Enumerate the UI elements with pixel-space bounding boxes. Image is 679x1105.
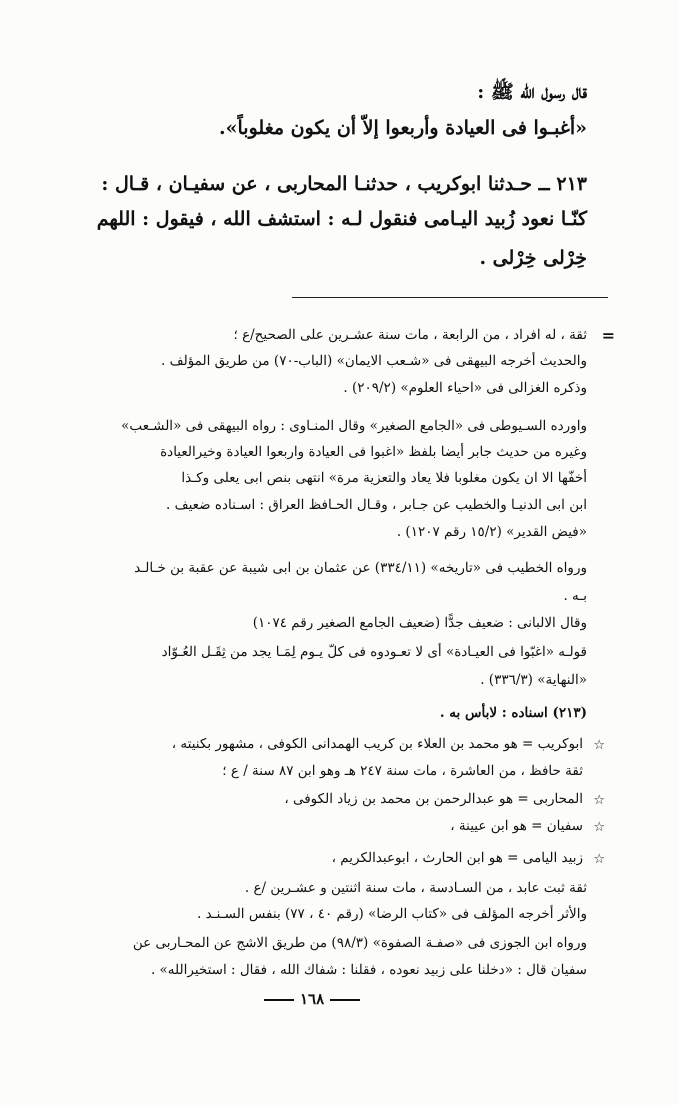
footnote-line: ثقة ثبت عابد ، من السـادسة ، مات سنة اثنتين و عشـرين /ع . xyxy=(244,880,587,896)
star-marker: ☆ xyxy=(593,820,605,835)
star-marker: ☆ xyxy=(593,852,605,867)
footnote-line: ثقة حافظ ، من العاشرة ، مات سنة ٢٤٧ هـ وهو ابن ٨٧ سنة / ع ؛ xyxy=(222,763,583,779)
folio-dash-left xyxy=(264,999,294,1001)
footnote-line: ابن ابى الدنيـا والخطيب عن جـابر ، وقـال الحـافظ العراق : اسـناده ضعيف . xyxy=(166,497,587,513)
star-marker: ☆ xyxy=(593,793,605,808)
hadith-quote: «أغبـوا فى العيادة وأربعوا إلاّ أن يكون مغلوباً». xyxy=(219,117,587,139)
footnote-line: قولـه «اغبّوا فى العيـادة» أى لا تعـودوه فى كلّ يـوم لِمَـا يجد من ثِقَـل العُـوّاد xyxy=(161,644,587,660)
hadith-213-line2: كنّـا نعود زُبيد اليـامى فنقول لـه : استشف الله ، فيقول : اللهم xyxy=(96,208,587,230)
star-marker: ☆ xyxy=(593,738,605,753)
footnote-line: ورواه الخطيب فى «تاريخه» (٣٣٤/١١) عن عثمان بن ابى شيبة عن عقبة بن خـالـد xyxy=(134,560,587,576)
continuation-marker: = xyxy=(601,326,615,345)
narrator-entry: زبيد اليامى = هو ابن الحارث ، ابوعبدالكريم ، xyxy=(331,850,583,866)
footnote-separator xyxy=(292,297,608,298)
footnote-line: ورواه ابن الجوزى فى «صفـة الصفوة» (٩٨/٣) من طريق الاشج عن المحـاربى عن xyxy=(132,935,587,951)
footnote-line: وذكره الغزالى فى «احياء العلوم» (٢٠٩/٢) . xyxy=(343,380,587,396)
folio-dash-right xyxy=(330,999,360,1001)
footnote-line: وقال الالبانى : ضعيف جدًّا (ضعيف الجامع الصغير رقم ١٠٧٤) xyxy=(252,615,587,631)
footnote-line: بـه . xyxy=(563,588,587,604)
narrator-entry: ابوكريب = هو محمد بن العلاء بن كريب الهمدانى الكوفى ، مشهور بكنيته ، xyxy=(171,736,583,752)
footnote-line: والحديث أخرجه البيهقى فى «شـعب الايمان» (الباب-٧٠) من طريق المؤلف . xyxy=(161,353,587,369)
footnote-213-heading: (٢١٣) اسناده : لابأس به . xyxy=(439,705,587,721)
footnote-line: ثقة ، له افراد ، من الرابعة ، مات سنة عشـرين على الصحيح/ع ؛ xyxy=(233,327,587,343)
page-number-text: ١٦٨ xyxy=(300,990,325,1008)
narrator-entry: سفيان = هو ابن عيينة ، xyxy=(450,818,583,834)
narrator-entry: المحاربى = هو عبدالرحمن بن محمد بن زياد الكوفى ، xyxy=(284,791,583,807)
page-number xyxy=(258,990,366,1008)
hadith-213-line3: خِرْلى خِرْلى . xyxy=(479,247,587,269)
footnote-line: «النهاية» (٣٣٦/٣) . xyxy=(480,672,587,688)
hadith-intro: قال رسول الله ﷺ : xyxy=(477,81,587,103)
footnote-line: واورده السـيوطى فى «الجامع الصغير» وقال المنـاوى : رواه البيهقى فى «الشـعب» xyxy=(121,418,587,434)
footnote-line: «فيض القدير» (١٥/٢ رقم ١٢٠٧) . xyxy=(396,524,587,540)
footnote-line: وغيره من حديث جابر أيضا بلفظ «اغبوا فى العيادة واربعوا العيادة وخيرالعيادة xyxy=(160,444,587,460)
footnote-line: سفيان قال : «دخلنا على زبيد نعوده ، فقلنا : شفاك الله ، فقال : استخيرالله» . xyxy=(150,962,587,978)
hadith-213-line1: ٢١٣ ــ حـدثنا ابوكريب ، حدثنـا المحاربى ، عن سفيـان ، قـال : xyxy=(101,173,587,195)
footnote-line: والأثر أخرجه المؤلف فى «كتاب الرضا» (رقم ٤٠ ، ٧٧) بنفس السـنـد . xyxy=(197,906,587,922)
footnote-line: أخفّها الا ان يكون مغلوبا فلا يعاد والتعزية مرة» انتهى بنص ابى يعلى وكـذا xyxy=(181,470,587,486)
